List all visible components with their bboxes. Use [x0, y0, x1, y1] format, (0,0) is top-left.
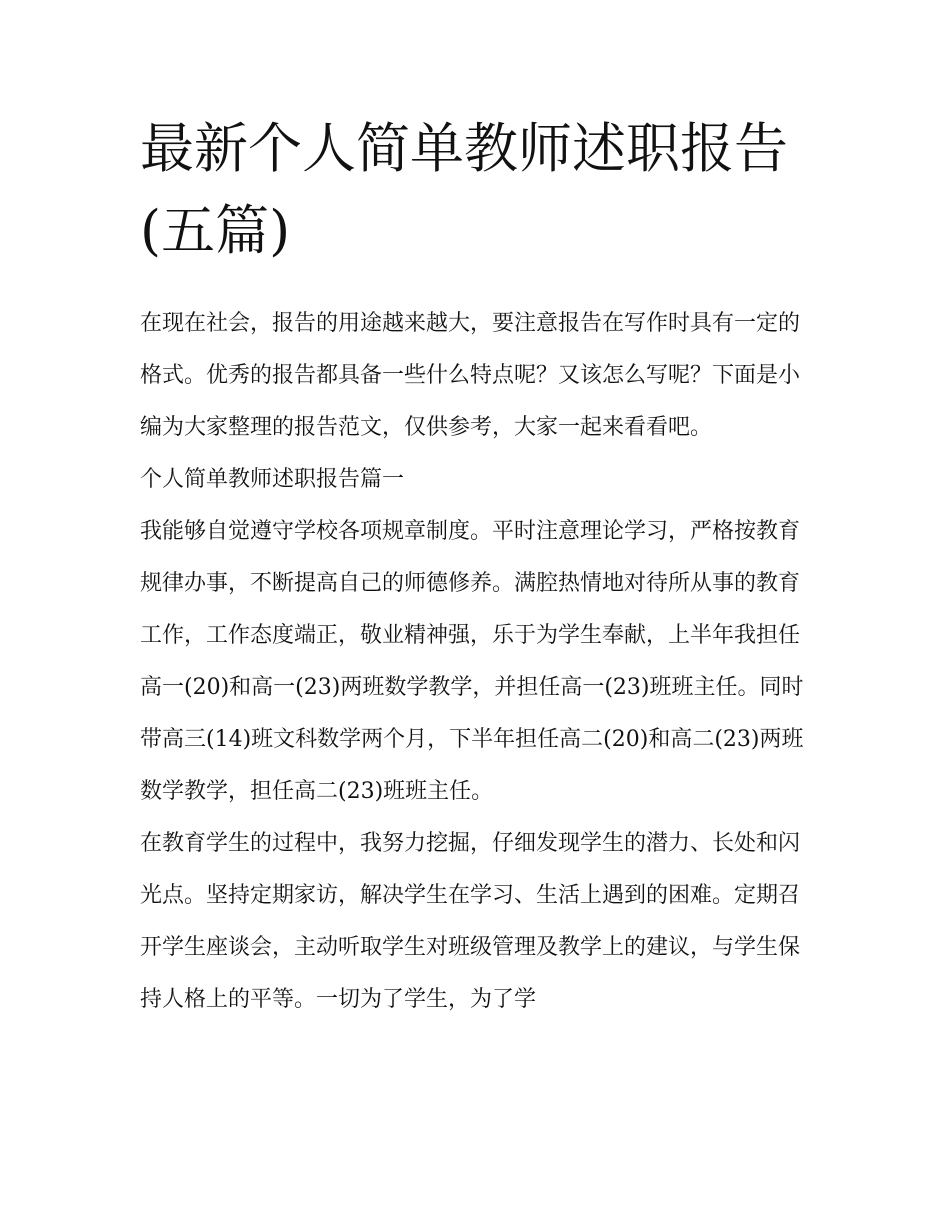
- document-body: [140, 108, 812, 1026]
- document-title: 最新个人简单教师述职报告(五篇): [140, 117, 788, 262]
- body-paragraph: 在教育学生的过程中，我努力挖掘，仔细发现学生的潜力、长处和闪光点。坚持定期家访，解决学生在学习、生活上遇到的困难。定期召开学生座谈会，主动听取学生对班级管理及教学上的建议，与学生保持人格上的平等。一切为了学生，为了学: [140, 831, 801, 1012]
- intro-paragraph: 在现在社会，报告的用途越来越大，要注意报告在写作时具有一定的格式。优秀的报告都具备一些什么特点呢？又该怎么写呢？下面是小编为大家整理的报告范文，仅供参考，大家一起来看看吧。: [140, 311, 801, 440]
- section-heading: 个人简单教师述职报告篇一: [140, 467, 405, 492]
- body-paragraph: 我能够自觉遵守学校各项规章制度。平时注意理论学习，严格按教育规律办事，不断提高自己的师德修养。满腔热情地对待所从事的教育工作，工作态度端正，敬业精神强，乐于为学生奉献，上半年我担任高一(20)和高一(23)两班数学教学，并担任高一(23)班班主任。同时带高三(14)班文科数学两个月，下半年担任高二(20)和高二(23)两班数学教学，担任高二(23)班班主任。: [140, 519, 804, 804]
